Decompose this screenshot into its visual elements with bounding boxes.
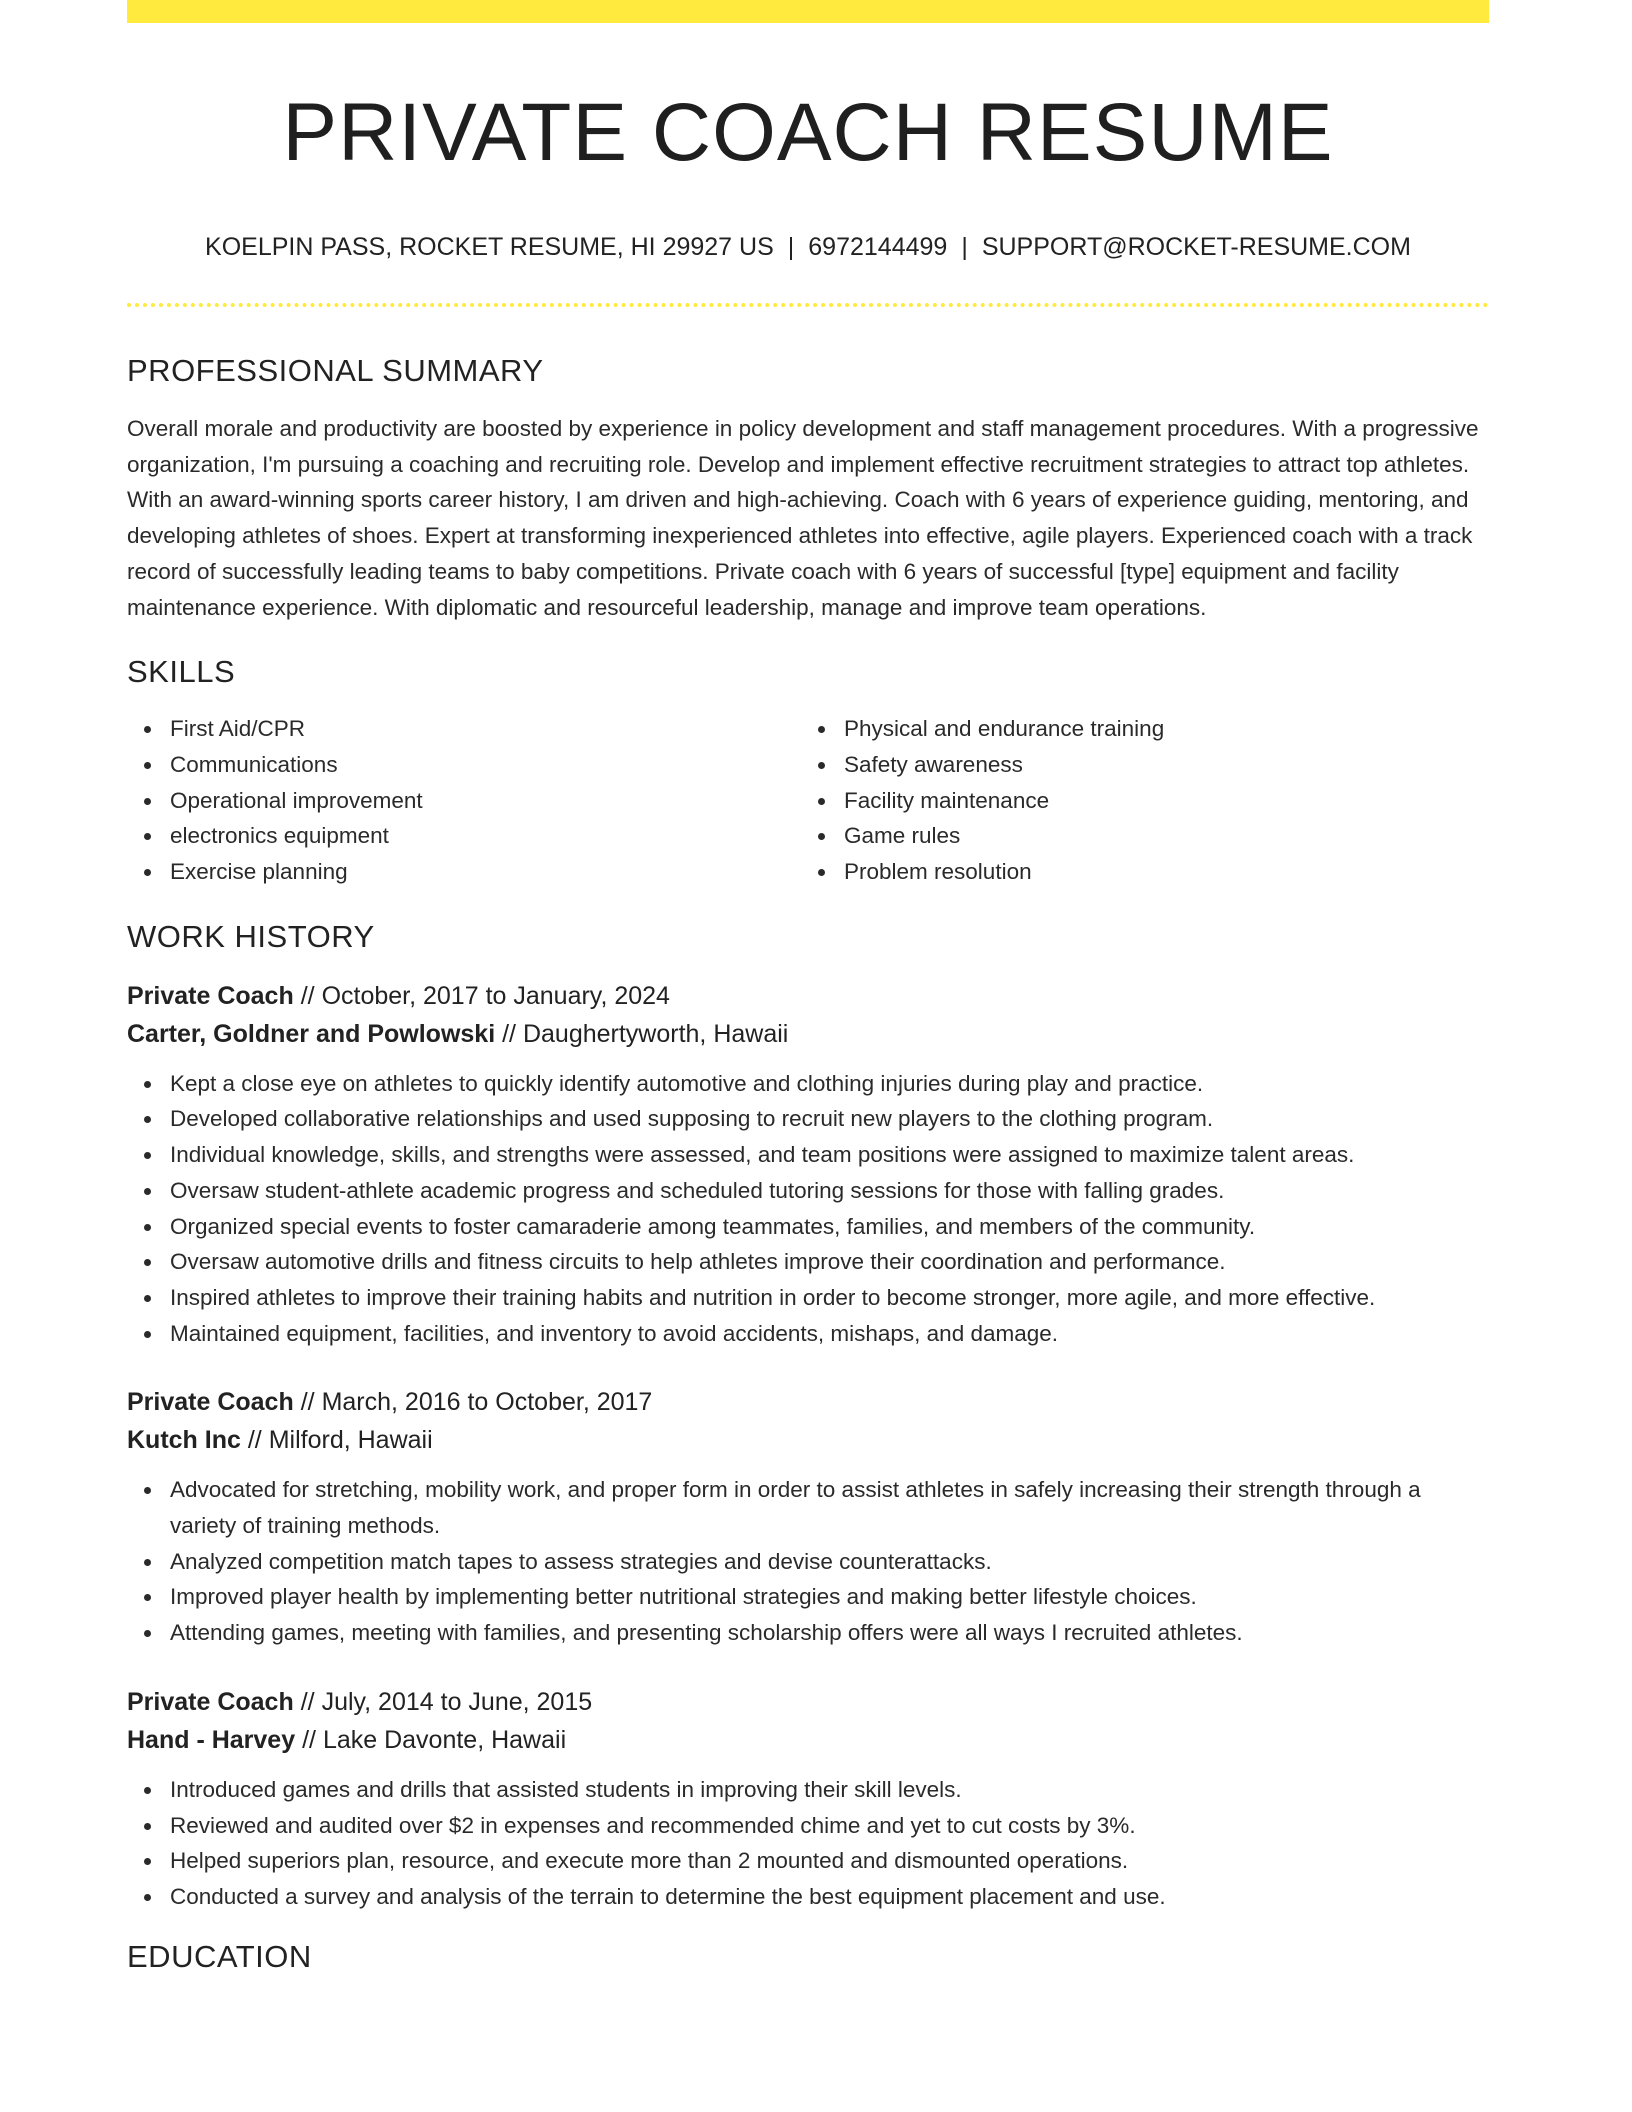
job-bullet: Developed collaborative relationships and used supposing to recruit new players to the clothing program. bbox=[170, 1101, 1489, 1137]
contact-email: SUPPORT@ROCKET-RESUME.COM bbox=[981, 233, 1411, 261]
job-company: Carter, Goldner and Powlowski bbox=[127, 1019, 496, 1048]
job-title: Private Coach bbox=[127, 981, 294, 1010]
job-company-line bbox=[127, 1015, 1489, 1053]
job-bullet: Inspired athletes to improve their training habits and nutrition in order to become stronger, more agile, and more effective. bbox=[170, 1280, 1489, 1316]
job-title: Private Coach bbox=[127, 1388, 294, 1417]
job-company-line bbox=[127, 1721, 1489, 1759]
job-bullet: Attending games, meeting with families, and presenting scholarship offers were all ways I recruited athletes. bbox=[170, 1615, 1489, 1651]
job-dates: October, 2017 to January, 2024 bbox=[321, 981, 670, 1010]
resume-title: PRIVATE COACH RESUME bbox=[282, 87, 1334, 178]
job-title-line bbox=[127, 977, 1489, 1015]
job-entry bbox=[127, 977, 1489, 1352]
job-location: Daughertyworth, Hawaii bbox=[522, 1019, 789, 1048]
work-history-heading: WORK HISTORY bbox=[127, 918, 375, 954]
job-bullets bbox=[127, 1772, 1489, 1915]
job-bullet: Improved player health by implementing better nutritional strategies and making better lifestyle choices. bbox=[170, 1579, 1489, 1615]
job-divider: // bbox=[300, 1687, 315, 1716]
job-company-line bbox=[127, 1421, 1489, 1459]
job-dates: March, 2016 to October, 2017 bbox=[321, 1388, 653, 1417]
job-bullet: Reviewed and audited over $2 in expenses and recommended chime and yet to cut costs by 3%. bbox=[170, 1808, 1489, 1844]
contact-separator: | bbox=[961, 233, 968, 261]
skill-item: Exercise planning bbox=[170, 854, 799, 890]
contact-separator: | bbox=[787, 233, 795, 261]
summary-heading: PROFESSIONAL SUMMARY bbox=[127, 353, 544, 388]
skill-item: Facility maintenance bbox=[844, 783, 1473, 819]
job-entry bbox=[127, 1383, 1489, 1651]
job-bullet: Introduced games and drills that assisted students in improving their skill levels. bbox=[170, 1772, 1489, 1808]
skill-item: Problem resolution bbox=[844, 854, 1473, 890]
job-bullet: Advocated for stretching, mobility work, and proper form in order to assist athletes in safely increasing their strength through a variety of training methods. bbox=[170, 1472, 1489, 1543]
resume-page bbox=[127, 0, 1489, 1977]
job-bullet: Maintained equipment, facilities, and inventory to avoid accidents, mishaps, and damage. bbox=[170, 1316, 1489, 1352]
accent-bar bbox=[127, 0, 1489, 23]
job-dates: July, 2014 to June, 2015 bbox=[321, 1687, 593, 1716]
skills-list-right bbox=[799, 711, 1473, 890]
job-bullets bbox=[127, 1472, 1489, 1651]
skill-item: Operational improvement bbox=[170, 783, 799, 819]
skill-item: Game rules bbox=[844, 818, 1473, 854]
job-divider: // bbox=[300, 981, 315, 1010]
job-divider: // bbox=[302, 1725, 316, 1754]
skills-list-left bbox=[127, 711, 799, 890]
skills-heading: SKILLS bbox=[127, 654, 236, 690]
skill-item: Communications bbox=[170, 747, 799, 783]
contact-phone: 6972144499 bbox=[808, 233, 948, 261]
job-bullet: Kept a close eye on athletes to quickly identify automotive and clothing injuries during play and practice. bbox=[170, 1066, 1489, 1102]
contact-line bbox=[127, 231, 1489, 263]
skill-item: First Aid/CPR bbox=[170, 711, 799, 747]
job-bullet: Organized special events to foster camaraderie among teammates, families, and members of the community. bbox=[170, 1209, 1489, 1245]
education-heading: EDUCATION bbox=[127, 1938, 312, 1974]
job-company: Hand - Harvey bbox=[127, 1725, 296, 1754]
job-bullet: Individual knowledge, skills, and strengths were assessed, and team positions were assigned to maximize talent areas. bbox=[170, 1137, 1489, 1173]
job-company: Kutch Inc bbox=[127, 1426, 241, 1455]
summary-text: Overall morale and productivity are boosted by experience in policy development and staff management procedures. With a progressive organization, I'm pursuing a coaching and recruiting role. Develop and implement effective recruitment strategies to attract top athletes. With an award-winning sports career history, I am driven and high-achieving. Coach with 6 years of experience guiding, mentoring, and developing athletes of shoes. Expert at transforming inexperienced athletes into effective, agile players. Experienced coach with a track record of successfully leading teams to baby competitions. Private coach with 6 years of successful [type] equipment and facility maintenance experience. With diplomatic and resourceful leadership, manage and improve team operations. bbox=[127, 416, 1479, 620]
contact-address: KOELPIN PASS, ROCKET RESUME, HI 29927 US bbox=[205, 233, 774, 261]
job-bullet: Analyzed competition match tapes to assess strategies and devise counterattacks. bbox=[170, 1544, 1489, 1580]
job-title-line bbox=[127, 1383, 1489, 1421]
job-divider: // bbox=[247, 1426, 262, 1455]
skill-item: Safety awareness bbox=[844, 747, 1473, 783]
skills-columns bbox=[127, 711, 1489, 890]
job-entry bbox=[127, 1683, 1489, 1915]
dotted-divider bbox=[127, 303, 1489, 307]
job-location: Lake Davonte, Hawaii bbox=[322, 1725, 567, 1754]
job-bullet: Conducted a survey and analysis of the terrain to determine the best equipment placement and use. bbox=[170, 1879, 1489, 1915]
skill-item: Physical and endurance training bbox=[844, 711, 1473, 747]
skill-item: electronics equipment bbox=[170, 818, 799, 854]
job-location: Milford, Hawaii bbox=[268, 1426, 433, 1455]
job-divider: // bbox=[502, 1019, 516, 1048]
job-bullets bbox=[127, 1066, 1489, 1352]
job-bullet: Oversaw student-athlete academic progress and scheduled tutoring sessions for those with falling grades. bbox=[170, 1173, 1489, 1209]
job-bullet: Oversaw automotive drills and fitness circuits to help athletes improve their coordination and performance. bbox=[170, 1244, 1489, 1280]
job-title-line bbox=[127, 1683, 1489, 1721]
job-divider: // bbox=[300, 1388, 315, 1417]
job-title: Private Coach bbox=[127, 1687, 294, 1716]
job-bullet: Helped superiors plan, resource, and execute more than 2 mounted and dismounted operations. bbox=[170, 1843, 1489, 1879]
